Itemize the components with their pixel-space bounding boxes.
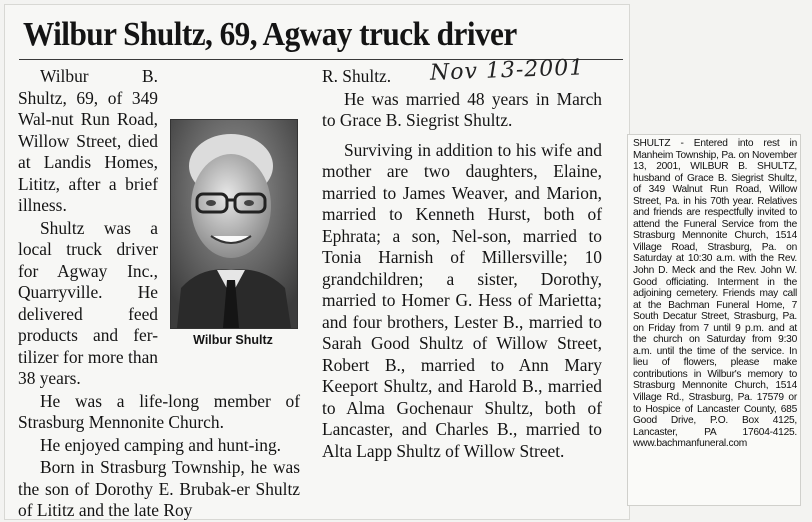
- handwritten-date: Nov 13-2001: [429, 55, 585, 86]
- paragraph-continued: R. Shultz.: [322, 66, 392, 86]
- death-notice-text: SHULTZ - Entered into rest in Manheim Township, Pa. on November 13, 2001, WILBUR B. SHULTZ, husband of Grace B. Siegrist Shultz, of 349 Walnut Run Road, Willow Street, Pa. in his 70th year. Relatives and friends are respectfully invited to attend the Funeral Service from the Strasburg Mennonite Church, 1514 Village Road, Strasburg, Pa. on Saturday at 10:30 a.m. with the Rev. John D. Meck and the Rev. John W. Good officiating. Interment in the adjoining cemetery. Friends may call at the Bachman Funeral Home, 7 South Decatur Street, Strasburg, Pa. on Friday from 7 until 9 p.m. and at the church on Saturday from 9:30 a.m. until the time of the service. In lieu of flowers, please make contributions in Wilbur's memory to Strasburg Mennonite Church, 1514 Village Rd., Strasburg, Pa. 17579 or to Hospice of Lancaster County, 685 Good Drive, P.O. Box 4125, Lancaster, PA 17604-4125. www.bachmanfuneral.com: [633, 138, 797, 450]
- paragraph: Born in Strasburg Township, he was the son of Dorothy E. Brubak-er Shultz of Lititz and the late Roy: [18, 457, 300, 520]
- photo-caption: Wilbur Shultz: [193, 333, 273, 347]
- photo-block: [166, 119, 300, 351]
- paragraph: He was married 48 years in March to Grace B. Siegrist Shultz.: [322, 88, 602, 130]
- portrait-photo: [170, 119, 298, 329]
- paragraph: He enjoyed camping and hunt-ing.: [40, 434, 281, 455]
- death-notice-clipping: [627, 134, 801, 506]
- paragraph: Shultz was a local truck driver for Agway Inc., Quarryville. He delivered feed products and fer-tilizer for more than 38 years.: [18, 217, 158, 388]
- paragraph: Wilbur B. Shultz, 69, of 349 Wal-nut Run Road, Willow Street, died at Landis Homes, Lititz, after a brief illness.: [18, 66, 158, 215]
- headline: Wilbur Shultz, 69, Agway truck driver: [23, 16, 517, 53]
- article-column-2: [322, 66, 602, 462]
- article-column-1: [18, 66, 300, 522]
- paragraph-survivors: Surviving in addition to his wife and mother are two daughters, Elaine, married to James Weaver, and Marion, married to Kenneth Hurst, both of Ephrata; a son, Nel-son, married to Tonia Harnish of Millersville; 10 grandchildren; a sister, Dorothy, married to Homer G. Hess of Marietta; and four brothers, Lester B., married to Sarah Good Shultz of Willow Street, Robert B., married to Ann Mary Keeport Shultz, and Harold B., married to Alma Gochenaur Shultz, both of Lancaster, and Charles B., married to Alta Lapp Shultz of Willow Street.: [322, 139, 602, 461]
- portrait-image: [171, 120, 297, 328]
- paragraph: He was a life-long member of Strasburg Mennonite Church.: [18, 390, 300, 432]
